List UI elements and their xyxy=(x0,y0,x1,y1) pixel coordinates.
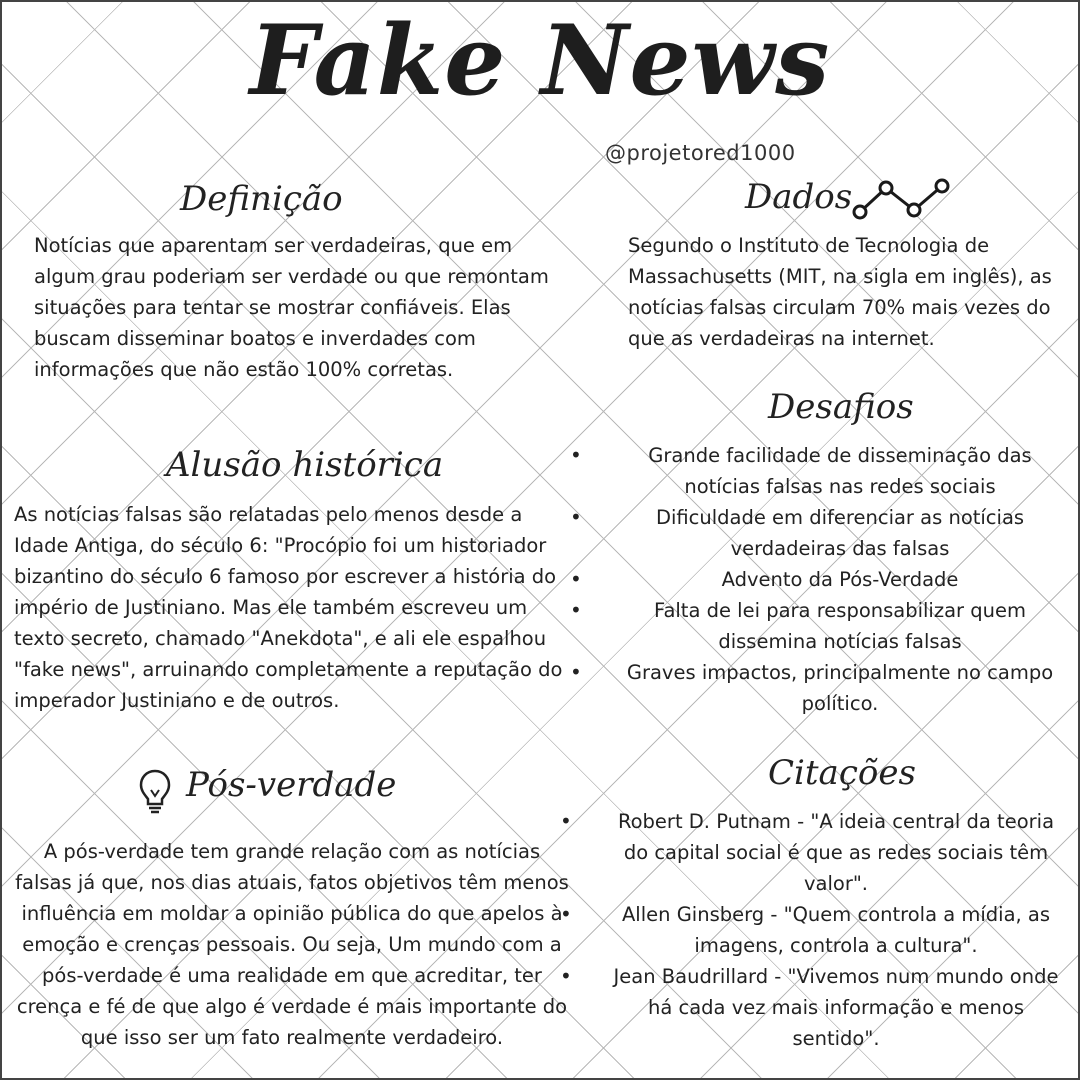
list-item: • Dificuldade em diferenciar as notícias verdadeiras das falsas xyxy=(614,502,1066,564)
posverdade-text: A pós-verdade tem grande relação com as notícias falsas já que, nos dias atuais, fatos objetivos têm menos influência em moldar a opinião pública do que apelos à emoção e crenças pessoais. Ou seja, Um mundo com a pós-verdade é uma realidade em que acreditar, ter crença e fé de que algo é verdade é mais importante do que isso ser um fato realmente verdadeiro. xyxy=(15,840,569,1049)
account-handle: @projetored1000 xyxy=(605,141,796,165)
desafios-list xyxy=(614,440,1066,719)
dados-text: Segundo o Instituto de Tecnologia de Massachusetts (MIT, na sigla em inglês), as notícias falsas circulam 70% mais vezes do que as verdadeiras na internet. xyxy=(628,234,1052,350)
list-item: • Jean Baudrillard - "Vivemos num mundo onde há cada vez mais informação e menos sentido". xyxy=(604,961,1068,1054)
definicao-heading: Definição xyxy=(180,179,343,219)
line-chart-icon xyxy=(850,178,954,220)
desafios-heading: Desafios xyxy=(768,387,914,427)
list-item: • Advento da Pós-Verdade xyxy=(614,564,1066,595)
alusao-heading: Alusão histórica xyxy=(166,445,444,485)
list-item: • Robert D. Putnam - "A ideia central da teoria do capital social é que as redes sociais têm valor". xyxy=(604,806,1068,899)
page-title: Fake News xyxy=(249,4,831,117)
list-item: • Allen Ginsberg - "Quem controla a mídia, as imagens, controla a cultura". xyxy=(604,899,1068,961)
posverdade-heading: Pós-verdade xyxy=(186,765,397,805)
lightbulb-icon xyxy=(138,768,172,816)
alusao-text: As notícias falsas são relatadas pelo menos desde a Idade Antiga, do século 6: "Procópio foi um historiador bizantino do século 6 famoso por escrever a história do império de Justiniano. Mas ele também escreveu um texto secreto, chamado "Anekdota", e ali ele espalhou "fake news", arruinando completamente a reputação do imperador Justiniano e de outros. xyxy=(14,503,563,712)
list-item: • Grande facilidade de disseminação das notícias falsas nas redes sociais xyxy=(614,440,1066,502)
list-item: • Falta de lei para responsabilizar quem dissemina notícias falsas xyxy=(614,595,1066,657)
citacoes-list xyxy=(604,806,1068,1054)
list-item: • Graves impactos, principalmente no campo político. xyxy=(614,657,1066,719)
dados-heading: Dados xyxy=(745,177,853,217)
definicao-text: Notícias que aparentam ser verdadeiras, que em algum grau poderiam ser verdade ou que remontam situações para tentar se mostrar confiáveis. Elas buscam disseminar boatos e inverdades com informações que não estão 100% corretas. xyxy=(34,234,549,381)
citacoes-heading: Citações xyxy=(768,753,916,793)
